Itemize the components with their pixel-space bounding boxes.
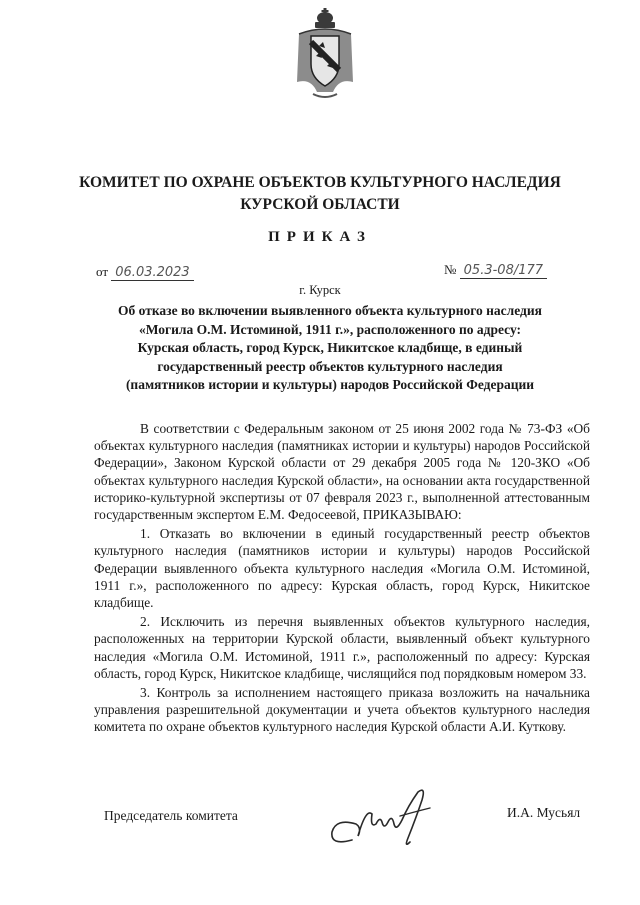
- document-city: г. Курск: [299, 283, 341, 297]
- document-type: ПРИКАЗ: [268, 229, 372, 245]
- title-line-5: (памятников истории и культуры) народов Российской Федерации: [125, 377, 535, 392]
- document-number: [444, 262, 547, 279]
- title-line-2: «Могила О.М. Истоминой, 1911 г.», расположенного по адресу:: [138, 321, 522, 337]
- title-line-3: Курская область, город Курск, Никитское кладбище, в единый: [137, 340, 523, 355]
- document-body: [94, 420, 590, 738]
- title-line-4: государственный реестр объектов культурного наследия: [157, 358, 503, 374]
- kursk-coat-of-arms-icon: [293, 8, 357, 100]
- handwritten-signature-icon: [322, 778, 442, 858]
- organization-name: [40, 172, 600, 216]
- number-prefix: №: [444, 262, 457, 277]
- document-date: [96, 264, 194, 281]
- order-item-3: 3. Контроль за исполнением настоящего приказа возложить на начальника управления разрешительной документации и учета объектов культурного наследия комитета по охране объектов культурного наследия Курской области А.И. Куткову.: [94, 685, 590, 735]
- date-prefix: от: [96, 264, 109, 279]
- number-value: 05.3-08/177: [460, 264, 547, 279]
- signatory-name: И.А. Мусьял: [507, 805, 581, 820]
- organization-name-line-1: КОМИТЕТ ПО ОХРАНЕ ОБЪЕКТОВ КУЛЬТУРНОГО НАСЛЕДИЯ: [79, 174, 561, 191]
- organization-name-line-2: КУРСКОЙ ОБЛАСТИ: [240, 196, 400, 213]
- title-line-1: Об отказе во включении выявленного объекта культурного наследия: [118, 303, 542, 318]
- signatory-position: Председатель комитета: [104, 808, 238, 823]
- order-item-2: 2. Исключить из перечня выявленных объектов культурного наследия, расположенных на территории Курской области, выявленный объект культурного наследия «Могила О.М. Истоминой, 1911 г.», расположенный по адресу: Курская область, город Курск, Никитское кладбище, числящийся под порядковым номером 33.: [94, 614, 590, 681]
- date-value: 06.03.2023: [111, 266, 193, 281]
- order-item-1: 1. Отказать во включении в единый государственный реестр объектов культурного наследия (памятников истории и культуры) народов Российской Федерации выявленного объекта культурного наследия «Могила О.М. Истоминой, 1911 г.», расположенного по адресу: Курская область, город Курск, Никитское кладбище.: [94, 526, 590, 611]
- preamble-paragraph: В соответствии с Федеральным законом от 25 июня 2002 года № 73-ФЗ «Об объектах культурного наследия (памятниках истории и культуры) народов Российской Федерации», Законом Курской области от 29 декабря 2005 года № 120-ЗКО «Об объектах культурного наследия Курской области», на основании акта государственной историко-культурной экспертизы от 07 февраля 2023 г., выполненной аттестованным государственным экспертом Е.М. Федосеевой, ПРИКАЗЫВАЮ:: [94, 421, 590, 523]
- document-title: [95, 302, 565, 395]
